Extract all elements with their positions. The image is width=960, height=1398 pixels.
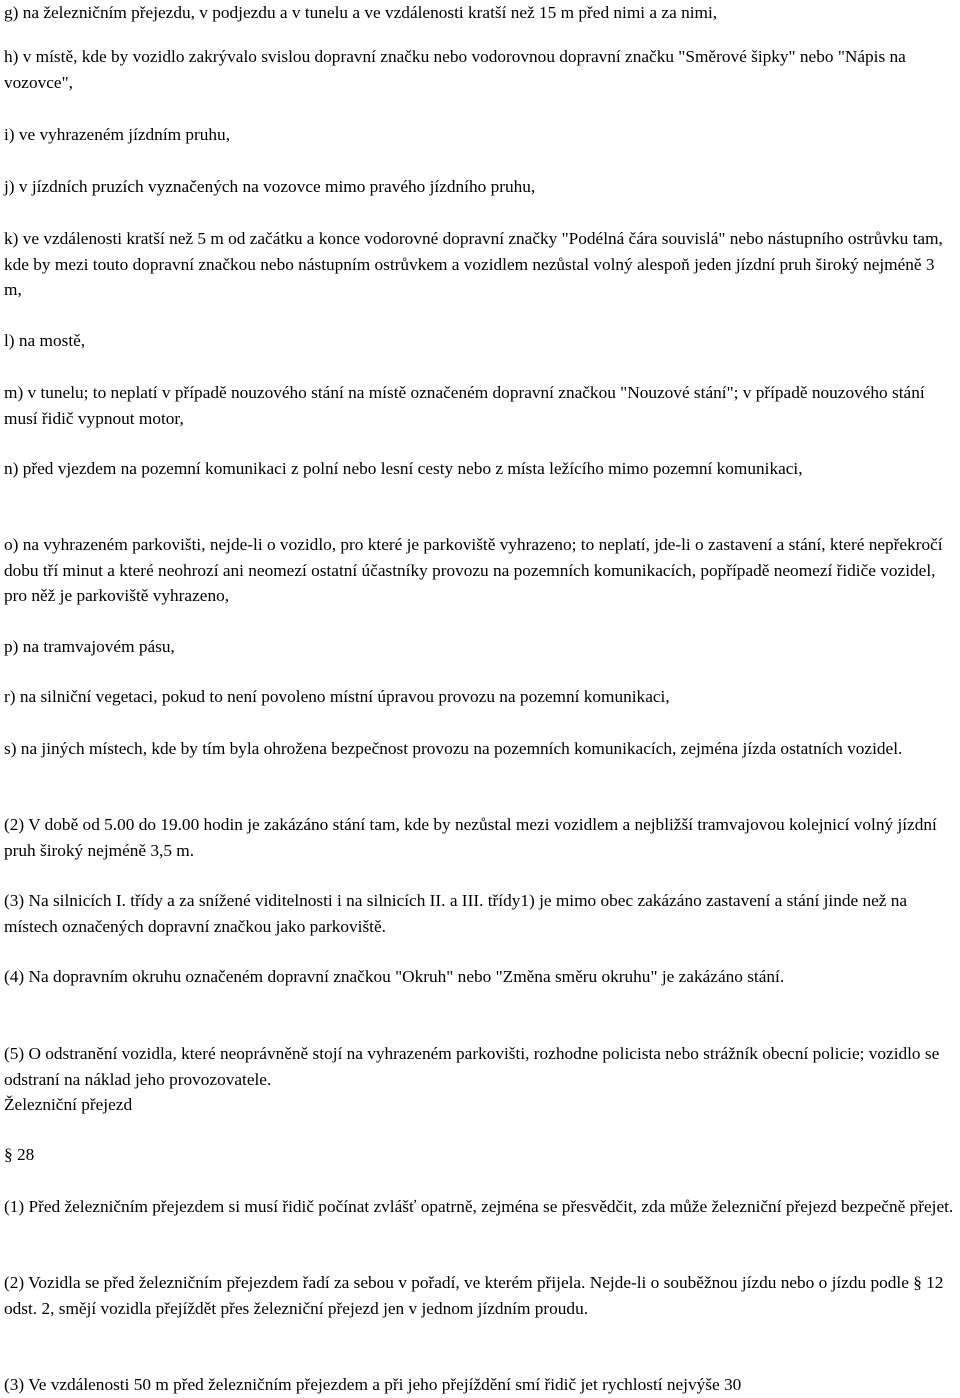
paragraph-g: g) na železničním přejezdu, v podjezdu a v tunelu a ve vzdálenosti kratší než 15 m před nimi a za nimi,: [4, 3, 718, 22]
paragraph-l: l) na mostě,: [4, 331, 86, 350]
section-paragraph-3: (3) Ve vzdálenosti 50 m před železničním přejezdem a při jeho přejíždění smí řidič jet rychlostí nejvýše 30: [4, 1375, 742, 1394]
section-title: Železniční přejezd: [4, 1095, 133, 1114]
paragraph-m: m) v tunelu; to neplatí v případě nouzového stání na místě označeném dopravní značkou "Nouzové stání"; v případě nouzového stání musí řidič vypnout motor,: [4, 383, 925, 428]
paragraph-h: h) v místě, kde by vozidlo zakrývalo svislou dopravní značku nebo vodorovnou dopravní značku "Směrové šipky" nebo "Nápis na vozovce",: [4, 47, 906, 92]
section-number: § 28: [4, 1145, 35, 1164]
paragraph-s: s) na jiných místech, kde by tím byla ohrožena bezpečnost provozu na pozemních komunikacích, zejména jízda ostatních vozidel.: [4, 739, 903, 758]
section-paragraph-2: (2) Vozidla se před železničním přejezdem řadí za sebou v pořadí, ve kterém přijela. Nejde-li o souběžnou jízdu nebo o jízdu podle § 12 odst. 2, smějí vozidla přejíždět přes železniční přejezd jen v jednom jízdním proudu.: [4, 1273, 944, 1318]
paragraph-3: (3) Na silnicích I. třídy a za snížené viditelnosti i na silnicích II. a III. třídy1) je mimo obec zakázáno zastavení a stání jinde než na místech označených dopravní značkou jako parkoviště.: [4, 891, 908, 936]
section-paragraph-1: (1) Před železničním přejezdem si musí řidič počínat zvlášť opatrně, zejména se přesvědčit, zda může železniční přejezd bezpečně přejet.: [4, 1197, 954, 1216]
paragraph-5: (5) O odstranění vozidla, které neoprávněně stojí na vyhrazeném parkovišti, rozhodne policista nebo strážník obecní policie; vozidlo se odstraní na náklad jeho provozovatele.: [4, 1044, 940, 1089]
paragraph-k: k) ve vzdálenosti kratší než 5 m od začátku a konce vodorovné dopravní značky "Podélná čára souvislá" nebo nástupního ostrůvku tam, kde by mezi touto dopravní značkou nebo nástupním ostrůvkem a vozidlem nezůstal volný alespoň jeden jízdní pruh široký nejméně 3 m,: [4, 229, 943, 299]
paragraph-i: i) ve vyhrazeném jízdním pruhu,: [4, 125, 231, 144]
paragraph-4: (4) Na dopravním okruhu označeném dopravní značkou "Okruh" nebo "Změna směru okruhu" je zakázáno stání.: [4, 967, 785, 986]
paragraph-p: p) na tramvajovém pásu,: [4, 637, 175, 656]
paragraph-o: o) na vyhrazeném parkovišti, nejde-li o vozidlo, pro které je parkoviště vyhrazeno; to neplatí, jde-li o zastavení a stání, které nepřekročí dobu tří minut a které neohrozí ani neomezí ostatní účastníky provozu na pozemních komunikacích, popřípadě neomezí řidiče vozidel, pro něž je parkoviště vyhrazeno,: [4, 535, 943, 605]
paragraph-n: n) před vjezdem na pozemní komunikaci z polní nebo lesní cesty nebo z místa ležícího mimo pozemní komunikaci,: [4, 459, 803, 478]
paragraph-2: (2) V době od 5.00 do 19.00 hodin je zakázáno stání tam, kde by nezůstal mezi vozidlem a nejbližší tramvajovou kolejnicí volný jízdní pruh široký nejméně 3,5 m.: [4, 815, 937, 860]
paragraph-r: r) na silniční vegetaci, pokud to není povoleno místní úpravou provozu na pozemní komunikaci,: [4, 687, 670, 706]
paragraph-j: j) v jízdních pruzích vyznačených na vozovce mimo pravého jízdního pruhu,: [4, 177, 536, 196]
